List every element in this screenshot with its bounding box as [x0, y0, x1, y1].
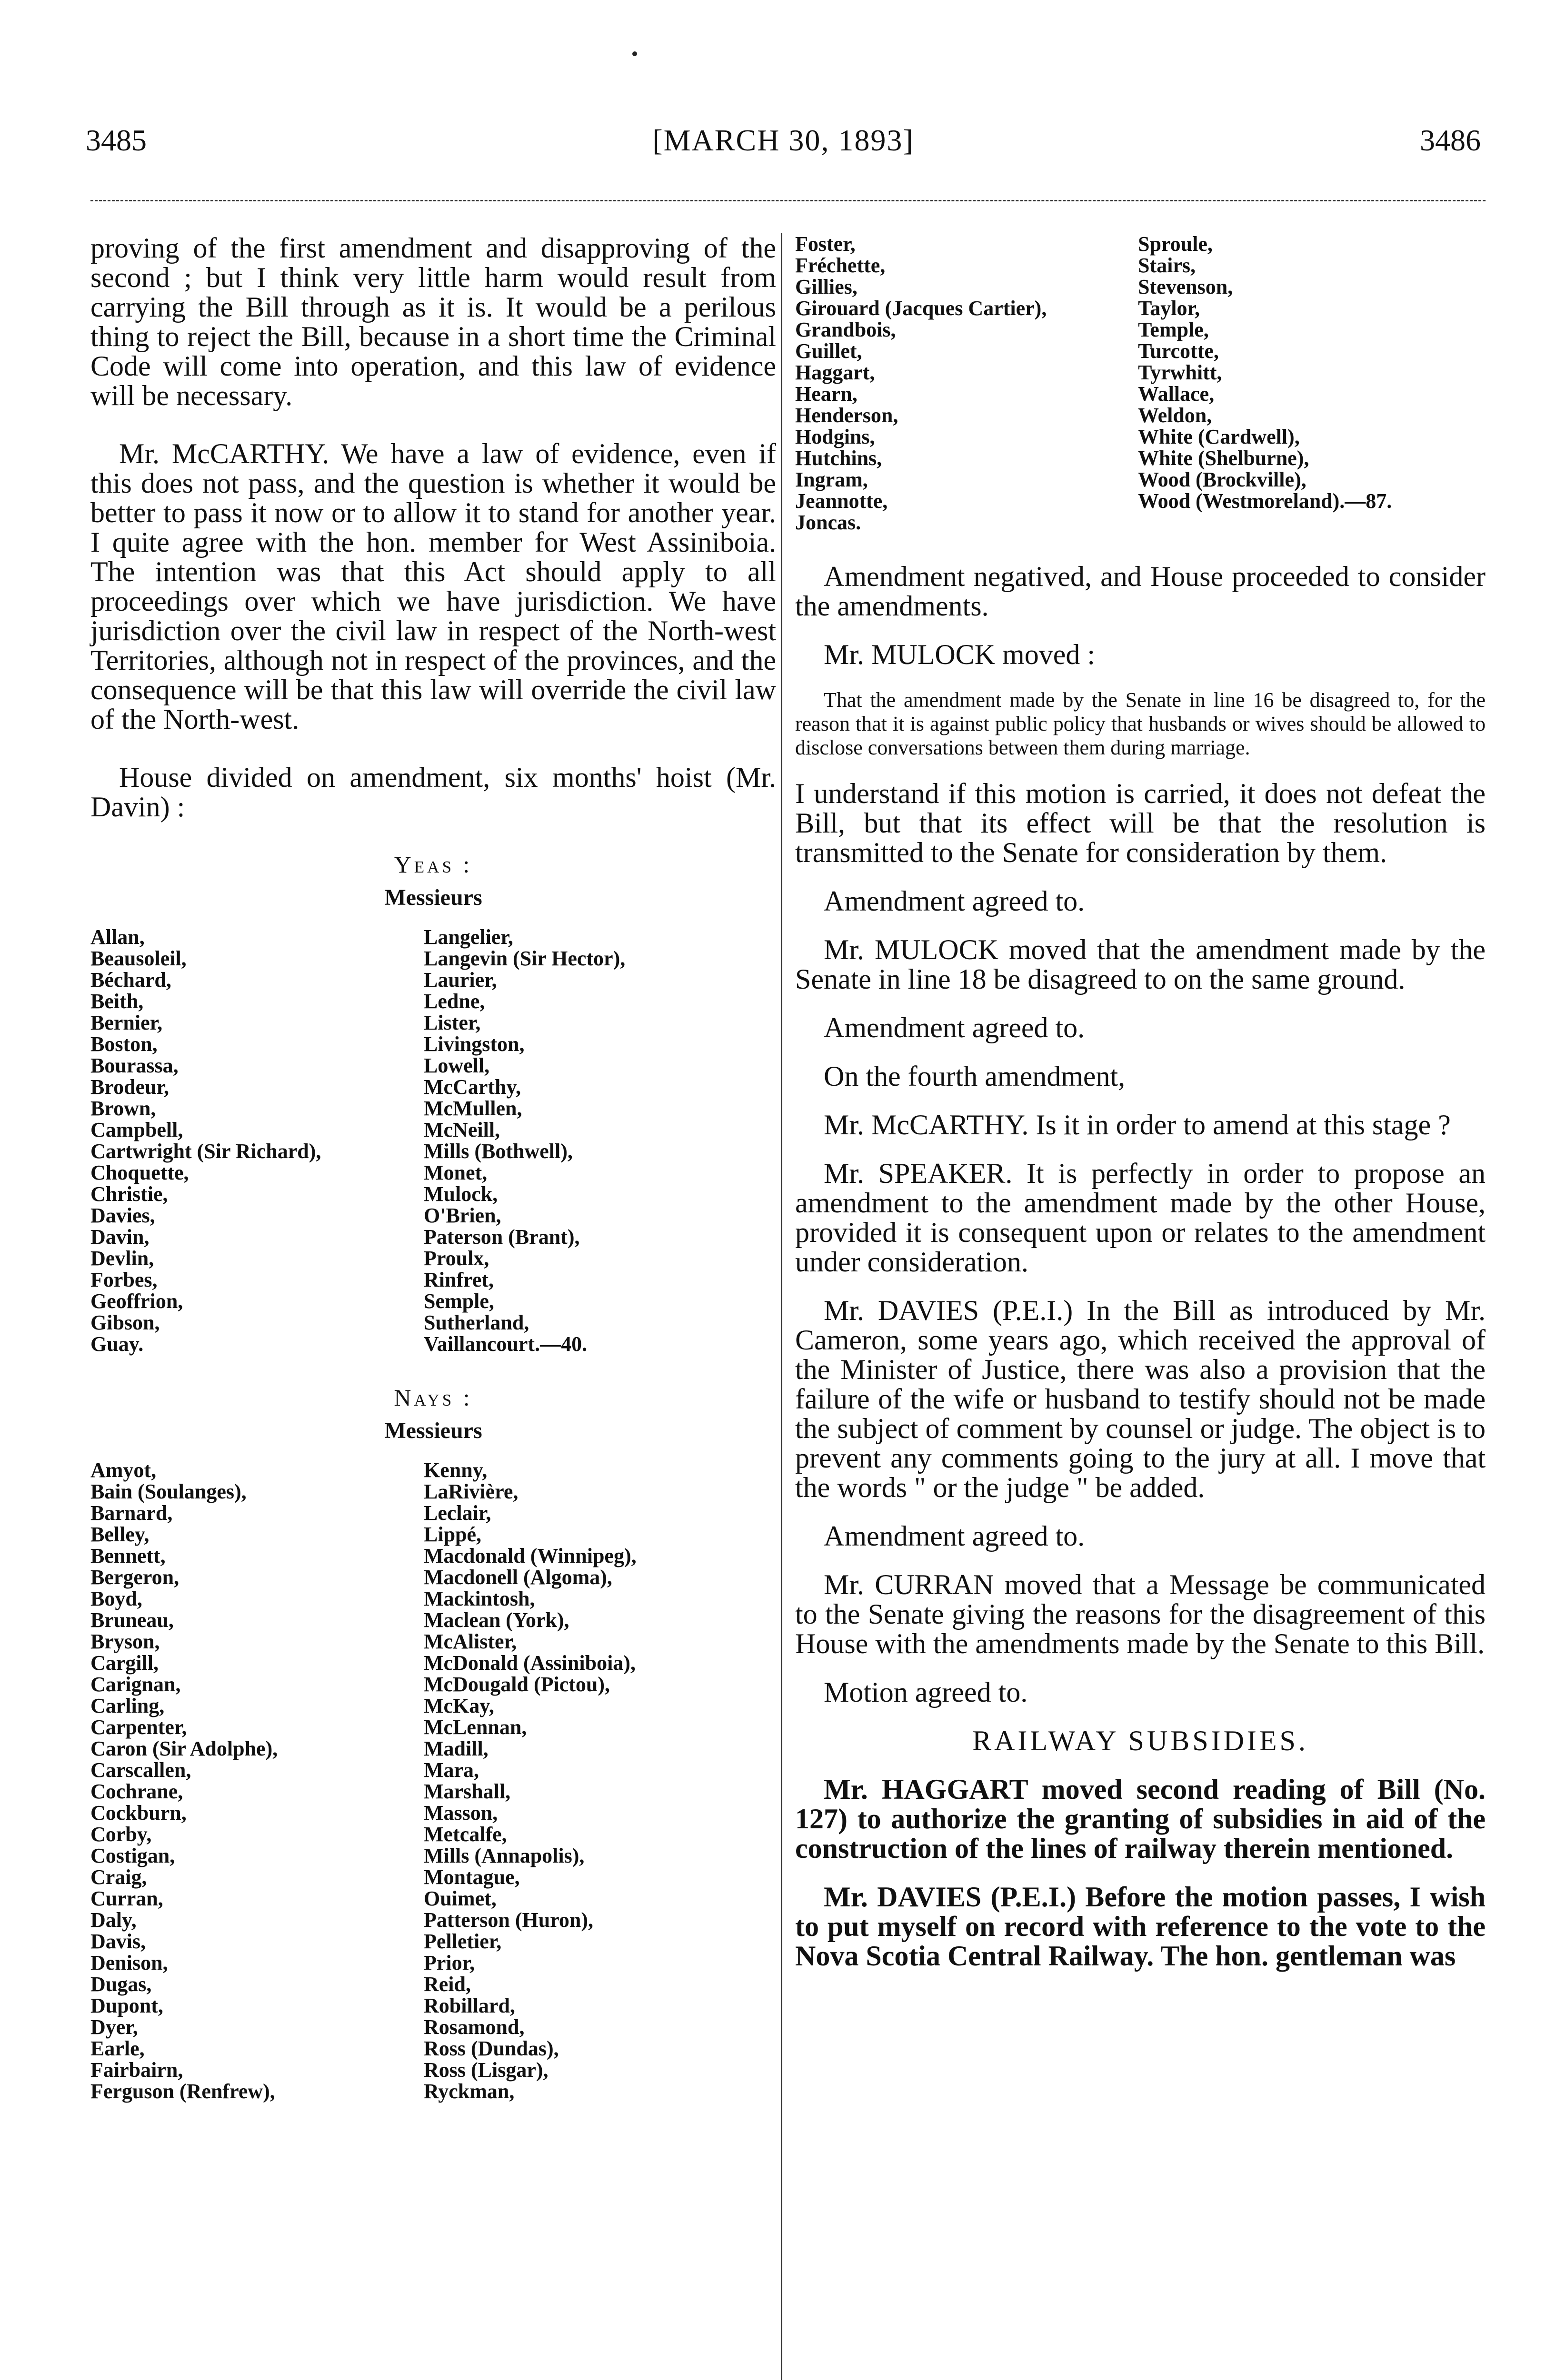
- list-item: Girouard (Jacques Cartier),: [795, 297, 1047, 320]
- list-item: Lippé,: [424, 1523, 482, 1546]
- list-item: McNeill,: [424, 1118, 500, 1141]
- nays-list-col2: [424, 1459, 776, 2102]
- list-item: Taylor,: [1138, 297, 1200, 320]
- paragraph: Amendment negatived, and House proceeded to consider the amendments.: [795, 561, 1486, 622]
- list-item: Beith,: [90, 990, 144, 1013]
- list-item: Foster,: [795, 232, 856, 256]
- motion-quote: That the amendment made by the Senate in line 16 be disagreed to, for the reason that it is against public policy that husbands or wives should be allowed to disclose conversations between them during marriage.: [795, 688, 1486, 759]
- list-item: Henderson,: [795, 404, 898, 427]
- list-item: Campbell,: [90, 1118, 183, 1141]
- list-item: Mackintosh,: [424, 1587, 535, 1610]
- paragraph: Mr. McCARTHY. We have a law of evidence, even if this does not pass, and the question is whether it would be better to pass it now or to allow it to stand for another year. I quite agree with the hon. member for West Assiniboia. The intention was that this Act should apply to all proceedings over which we have jurisdiction. We have jurisdiction over the civil law in respect of the North-west Territories, although not in respect of the provinces, and the consequence will be that this law will override the civil law of the North-west.: [90, 438, 776, 735]
- paragraph: I understand if this motion is carried, it does not defeat the Bill, but that its effect will be that the resolution is transmitted to the Senate for consideration by them.: [795, 778, 1486, 868]
- list-item: Mills (Bothwell),: [424, 1140, 573, 1163]
- nays-list: [90, 1459, 776, 2102]
- list-item: Livingston,: [424, 1032, 525, 1056]
- list-item: Gillies,: [795, 275, 858, 298]
- list-item: McMullen,: [424, 1097, 522, 1120]
- list-item: Robillard,: [424, 1994, 515, 2017]
- list-item: Semple,: [424, 1289, 494, 1313]
- list-item: McDonald (Assiniboia),: [424, 1651, 636, 1675]
- yeas-list-col1: [90, 926, 424, 1355]
- list-item: Costigan,: [90, 1844, 175, 1867]
- list-item: Dugas,: [90, 1973, 152, 1996]
- list-item: Ledne,: [424, 990, 485, 1013]
- paragraph: proving of the first amendment and disapproving of the second ; but I think very little harm would result from carrying the Bill through as it is. It would be a perilous thing to reject the Bill, because in a short time the Criminal Code will come into operation, and this law of evidence will be necessary.: [90, 232, 776, 411]
- list-item: McCarthy,: [424, 1075, 521, 1099]
- list-item: Ouimet,: [424, 1887, 497, 1910]
- list-item: Proulx,: [424, 1247, 489, 1270]
- list-item: Dupont,: [90, 1994, 163, 2017]
- list-item: Stevenson,: [1138, 275, 1233, 298]
- list-item: Marshall,: [424, 1780, 511, 1803]
- paragraph: Mr. MULOCK moved :: [824, 639, 1095, 670]
- list-item: Gibson,: [90, 1311, 160, 1334]
- list-item: McDougald (Pictou),: [424, 1673, 610, 1696]
- list-item: Madill,: [424, 1737, 489, 1760]
- section-title: RAILWAY SUBSIDIES.: [972, 1725, 1308, 1756]
- nays-list-continued: [795, 233, 1486, 533]
- list-item: Lowell,: [424, 1054, 490, 1077]
- nays-heading: Nays :: [394, 1384, 473, 1411]
- list-item: Allan,: [90, 925, 145, 949]
- list-item: Mills (Annapolis),: [424, 1844, 585, 1867]
- list-item: Davis,: [90, 1930, 146, 1953]
- list-item: Boston,: [90, 1032, 158, 1056]
- yeas-list: [90, 926, 776, 1355]
- list-item: Béchard,: [90, 968, 171, 992]
- paragraph: Amendment agreed to.: [824, 885, 1085, 917]
- paragraph: House divided on amendment, six months' hoist (Mr. Davin) :: [90, 762, 776, 823]
- nays-cont-col1: [795, 233, 1138, 533]
- paragraph: Mr. HAGGART moved second reading of Bill (No. 127) to authorize the granting of subsidies in aid of the construction of the lines of railway therein mentioned.: [795, 1774, 1486, 1864]
- list-item: Cargill,: [90, 1651, 159, 1675]
- list-item: Bernier,: [90, 1011, 163, 1034]
- list-item: Davin,: [90, 1225, 150, 1249]
- list-item: Earle,: [90, 2037, 145, 2060]
- list-item: Fréchette,: [795, 254, 886, 277]
- list-item: McAlister,: [424, 1630, 517, 1653]
- list-item: Laurier,: [424, 968, 497, 992]
- list-item: Wood (Brockville),: [1138, 468, 1307, 491]
- list-item: Monet,: [424, 1161, 488, 1184]
- list-item: Tyrwhitt,: [1138, 361, 1222, 384]
- list-item: Weldon,: [1138, 404, 1212, 427]
- list-item: Carignan,: [90, 1673, 181, 1696]
- paragraph: On the fourth amendment,: [824, 1061, 1126, 1092]
- list-item: Wood (Westmoreland).—87.: [1138, 489, 1392, 513]
- scan-speck: [632, 51, 637, 56]
- yeas-list-col2: [424, 926, 776, 1355]
- list-item: Ferguson (Renfrew),: [90, 2080, 275, 2103]
- list-item: Prior,: [424, 1951, 475, 1974]
- list-item: Fairbairn,: [90, 2058, 183, 2082]
- list-item: Daly,: [90, 1908, 137, 1932]
- list-item: Langevin (Sir Hector),: [424, 947, 626, 970]
- list-item: Devlin,: [90, 1247, 154, 1270]
- paragraph: Mr. McCARTHY. Is it in order to amend at this stage ?: [824, 1109, 1451, 1140]
- page-number-right: 3486: [1420, 123, 1481, 157]
- nays-list-col1: [90, 1459, 424, 2102]
- list-item: Amyot,: [90, 1458, 157, 1482]
- paragraph: Mr. CURRAN moved that a Message be communicated to the Senate giving the reasons for the disagreement of this House with the amendments made by the Senate to this Bill.: [795, 1569, 1486, 1659]
- list-item: Dyer,: [90, 2015, 138, 2039]
- list-item: Carscallen,: [90, 1758, 191, 1782]
- list-item: Temple,: [1138, 318, 1209, 341]
- list-item: Kenny,: [424, 1458, 488, 1482]
- list-item: Caron (Sir Adolphe),: [90, 1737, 278, 1760]
- list-item: Langelier,: [424, 925, 513, 949]
- list-item: Rinfret,: [424, 1268, 494, 1291]
- list-item: Macdonald (Winnipeg),: [424, 1544, 637, 1567]
- page-number-left: 3485: [86, 123, 147, 157]
- list-item: Hodgins,: [795, 425, 875, 448]
- list-item: Craig,: [90, 1865, 147, 1889]
- list-item: Bruneau,: [90, 1608, 174, 1632]
- list-item: Bergeron,: [90, 1566, 180, 1589]
- list-item: Haggart,: [795, 361, 875, 384]
- list-item: Wallace,: [1138, 382, 1215, 406]
- yeas-subheading: Messieurs: [384, 885, 482, 910]
- list-item: Maclean (York),: [424, 1608, 569, 1632]
- list-item: Cochrane,: [90, 1780, 183, 1803]
- list-item: Cockburn,: [90, 1801, 187, 1825]
- list-item: McKay,: [424, 1694, 494, 1717]
- list-item: Rosamond,: [424, 2015, 525, 2039]
- list-item: Vaillancourt.—40.: [424, 1332, 588, 1356]
- list-item: Geoffrion,: [90, 1289, 183, 1313]
- list-item: Bain (Soulanges),: [90, 1480, 247, 1503]
- list-item: Choquette,: [90, 1161, 189, 1184]
- column-divider: [781, 233, 782, 2380]
- left-column: [90, 233, 776, 2131]
- list-item: Stairs,: [1138, 254, 1196, 277]
- list-item: Macdonell (Algoma),: [424, 1566, 612, 1589]
- list-item: McLennan,: [424, 1716, 527, 1739]
- list-item: Mara,: [424, 1758, 479, 1782]
- list-item: Patterson (Huron),: [424, 1908, 594, 1932]
- list-item: Christie,: [90, 1182, 168, 1206]
- list-item: Brown,: [90, 1097, 156, 1120]
- list-item: Davies,: [90, 1204, 155, 1227]
- list-item: Bourassa,: [90, 1054, 179, 1077]
- list-item: Ross (Dundas),: [424, 2037, 559, 2060]
- header-rule: [90, 200, 1486, 201]
- list-item: Belley,: [90, 1523, 150, 1546]
- list-item: Bryson,: [90, 1630, 160, 1653]
- list-item: Carpenter,: [90, 1716, 187, 1739]
- paragraph: Motion agreed to.: [824, 1676, 1028, 1708]
- list-item: Beausoleil,: [90, 947, 187, 970]
- list-item: Barnard,: [90, 1501, 173, 1525]
- list-item: Metcalfe,: [424, 1823, 507, 1846]
- paragraph: Mr. SPEAKER. It is perfectly in order to propose an amendment to the amendment made by the other House, provided it is consequent upon or relates to the amendment under consideration.: [795, 1158, 1486, 1278]
- list-item: Jeannotte,: [795, 489, 888, 513]
- list-item: Boyd,: [90, 1587, 142, 1610]
- list-item: Sproule,: [1138, 232, 1213, 256]
- paragraph: Mr. DAVIES (P.E.I.) In the Bill as introduced by Mr. Cameron, some years ago, which received the approval of the Minister of Justice, there was also a provision that the failure of the wife or husband to testify should not be made the subject of comment by counsel or judge. The object is to prevent any comments going to the jury at all. I move that the words " or the judge " be added.: [795, 1295, 1486, 1503]
- list-item: O'Brien,: [424, 1204, 501, 1227]
- list-item: Guay.: [90, 1332, 144, 1356]
- list-item: Joncas.: [795, 511, 861, 534]
- list-item: Pelletier,: [424, 1930, 502, 1953]
- list-item: Bennett,: [90, 1544, 166, 1567]
- nays-subheading: Messieurs: [384, 1418, 482, 1443]
- list-item: Leclair,: [424, 1501, 491, 1525]
- list-item: Grandbois,: [795, 318, 896, 341]
- yeas-heading: Yeas :: [394, 851, 473, 878]
- page-header: [86, 119, 1481, 162]
- list-item: Hutchins,: [795, 446, 882, 470]
- page-date: [MARCH 30, 1893]: [652, 123, 914, 157]
- list-item: White (Shelburne),: [1138, 446, 1309, 470]
- paragraph: Mr. MULOCK moved that the amendment made by the Senate in line 18 be disagreed to on the same ground.: [795, 934, 1486, 995]
- list-item: White (Cardwell),: [1138, 425, 1300, 448]
- list-item: Ross (Lisgar),: [424, 2058, 549, 2082]
- list-item: LaRivière,: [424, 1480, 519, 1503]
- list-item: Reid,: [424, 1973, 471, 1996]
- list-item: Hearn,: [795, 382, 858, 406]
- list-item: Brodeur,: [90, 1075, 170, 1099]
- paragraph: Amendment agreed to.: [824, 1520, 1085, 1552]
- list-item: Corby,: [90, 1823, 152, 1846]
- list-item: Denison,: [90, 1951, 168, 1974]
- nays-cont-col2: [1138, 233, 1486, 533]
- list-item: Forbes,: [90, 1268, 158, 1291]
- list-item: Ingram,: [795, 468, 868, 491]
- list-item: Ryckman,: [424, 2080, 515, 2103]
- right-column: [795, 233, 1486, 1990]
- paragraph: Amendment agreed to.: [824, 1012, 1085, 1043]
- list-item: Turcotte,: [1138, 339, 1219, 363]
- list-item: Cartwright (Sir Richard),: [90, 1140, 321, 1163]
- list-item: Sutherland,: [424, 1311, 529, 1334]
- list-item: Curran,: [90, 1887, 163, 1910]
- list-item: Masson,: [424, 1801, 498, 1825]
- list-item: Carling,: [90, 1694, 165, 1717]
- list-item: Paterson (Brant),: [424, 1225, 580, 1249]
- paragraph: Mr. DAVIES (P.E.I.) Before the motion passes, I wish to put myself on record with reference to the vote to the Nova Scotia Central Railway. The hon. gentleman was: [795, 1881, 1486, 1972]
- list-item: Guillet,: [795, 339, 862, 363]
- list-item: Mulock,: [424, 1182, 498, 1206]
- list-item: Montague,: [424, 1865, 520, 1889]
- list-item: Lister,: [424, 1011, 481, 1034]
